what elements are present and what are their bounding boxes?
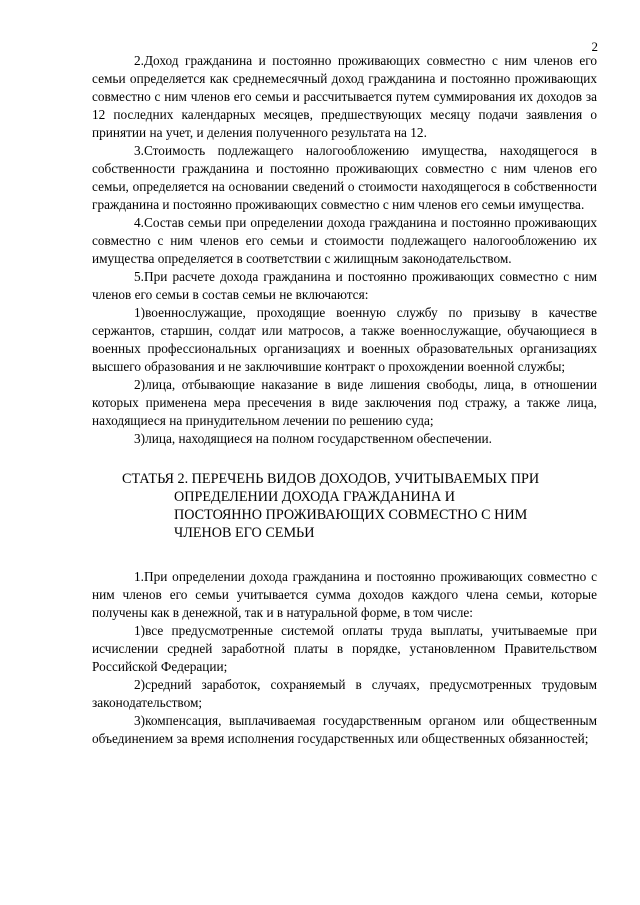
list-item-average-earnings: 2)средний заработок, сохраняемый в случаях, предусмотренных трудовым законодательством; <box>92 677 597 710</box>
paragraph-income-sum: 1.При определении дохода гражданина и постоянно проживающих совместно с ним членов его семьи учитывается сумма доходов каждого члена семьи, которые получены как в денежной, так и в натуральной форме, в том числе: <box>92 569 597 620</box>
article-heading-line: ЧЛЕНОВ ЕГО СЕМЬИ <box>174 525 315 541</box>
list-item-military: 1)военнослужащие, проходящие военную службу по призыву в качестве сержантов, старшин, солдат или матросов, а также военнослужащие, обучающиеся в военных профессиональных организациях и военных образовательных организациях высшего образования и не заключившие контракт о прохождении военной службы; <box>92 305 597 374</box>
article-heading-line: ОПРЕДЕЛЕНИИ ДОХОДА ГРАЖДАНИНА И <box>174 489 456 505</box>
paragraph-family-composition: 4.Состав семьи при определении дохода гражданина и постоянно проживающих совместно с ним членов его семьи и стоимости подлежащего налогообложению их имущества определяется в соответствии с жилищным законодательством. <box>92 215 597 266</box>
paragraph-exclusions-intro: 5.При расчете дохода гражданина и постоянно проживающих совместно с ним членов его семьи в состав семьи не включаются: <box>92 269 597 302</box>
page-number: 2 <box>591 39 598 54</box>
list-item-prisoners: 2)лица, отбывающие наказание в виде лишения свободы, лица, в отношении которых применена мера пресечения в виде заключения под стражу, а также лица, находящиеся на принудительном лечении по решению суда; <box>92 377 597 428</box>
list-item-compensation: 3)компенсация, выплачиваемая государственным органом или общественным объединением за время исполнения государственных или общественных обязанностей; <box>92 713 597 746</box>
list-item-wages: 1)все предусмотренные системой оплаты труда выплаты, учитываемые при исчислении средней заработной платы в порядке, установленном Правительством Российской Федерации; <box>92 623 597 674</box>
paragraph-property-value: 3.Стоимость подлежащего налогообложению имущества, находящегося в собственности гражданина и постоянно проживающих совместно с ним членов его семьи, определяется на основании сведений о стоимости находящегося в собственности гражданина и постоянно проживающих совместно с ним членов его семьи имущества. <box>92 143 597 212</box>
article-heading-line: ПОСТОЯННО ПРОЖИВАЮЩИХ СОВМЕСТНО С НИМ <box>174 507 528 523</box>
paragraph-income-calculation: 2.Доход гражданина и постоянно проживающих совместно с ним членов его семьи определяется как среднемесячный доход гражданина и постоянно проживающих совместно с ним членов его семьи и рассчитывается путем суммирования их доходов за 12 последних календарных месяцев, предшествующих месяцу подачи заявления о принятии на учет, и деления полученного результата на 12. <box>92 53 597 140</box>
article-heading <box>92 470 597 542</box>
document-body <box>92 52 597 748</box>
list-item-state-support: 3)лица, находящиеся на полном государственном обеспечении. <box>134 431 493 446</box>
article-heading-line: СТАТЬЯ 2. ПЕРЕЧЕНЬ ВИДОВ ДОХОДОВ, УЧИТЫВАЕМЫХ ПРИ <box>122 471 540 487</box>
